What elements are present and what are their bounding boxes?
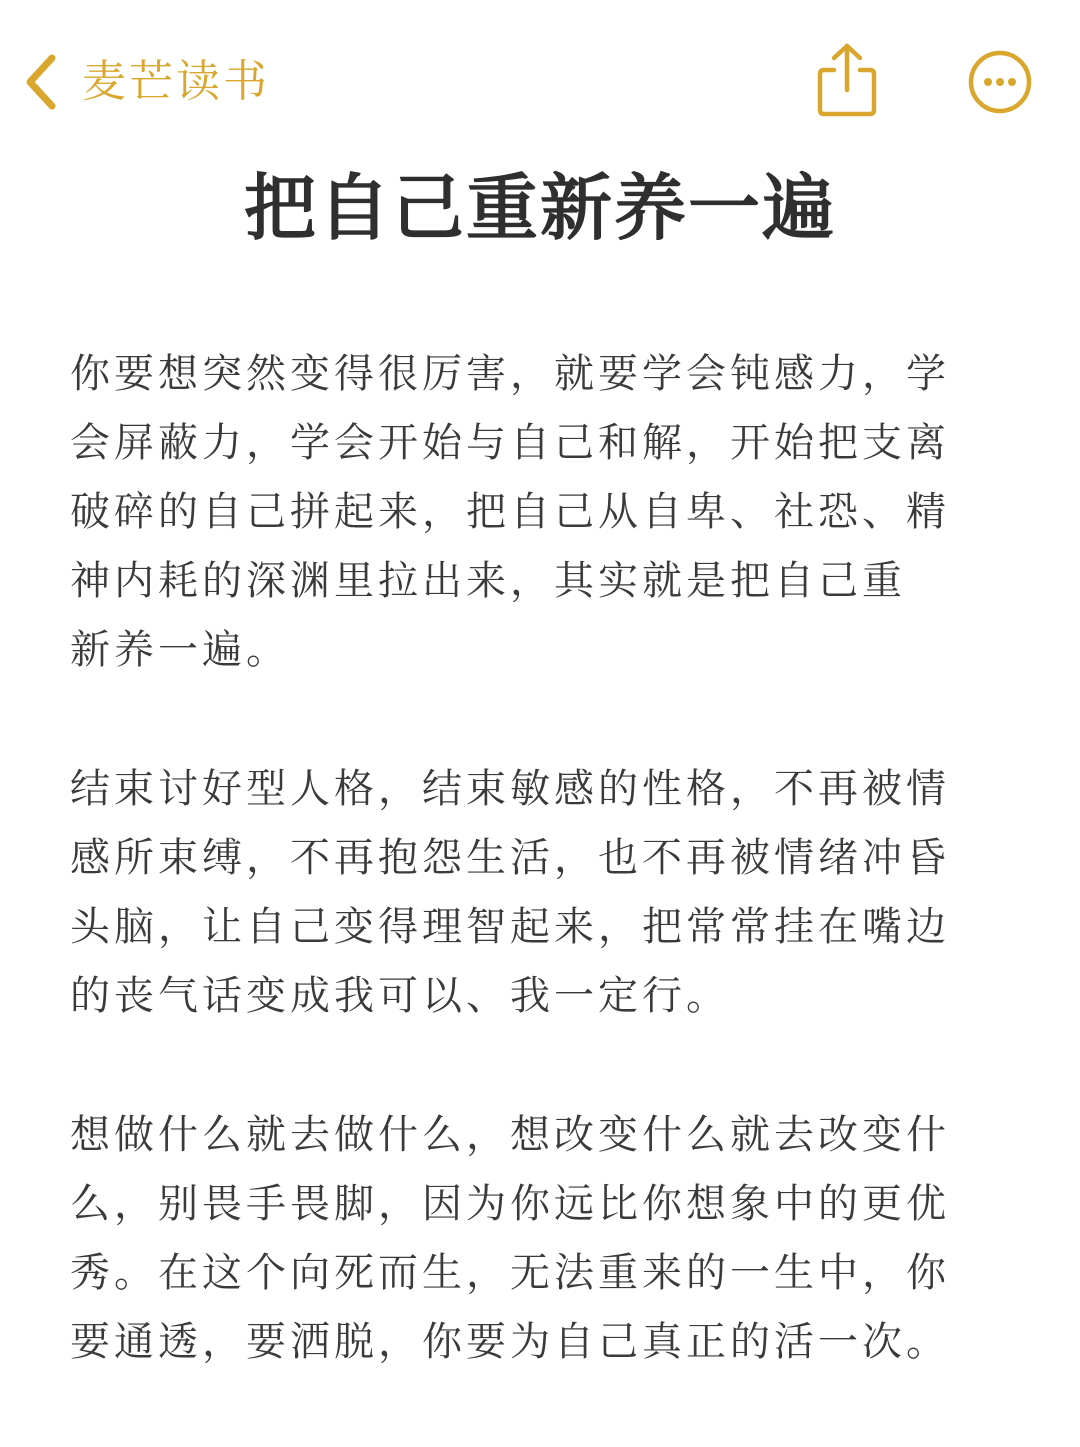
note-title: 把自己重新养一遍 (243, 166, 836, 250)
share-icon (812, 105, 882, 124)
navigation-bar (0, 0, 1080, 150)
more-icon (966, 101, 1034, 120)
paragraph: 结束讨好型人格，结束敏感的性格，不再被情 感所束缚，不再抱怨生活，也不再被情绪冲昏 头脑，让自己变得理智起来，把常常挂在嘴边 的丧气话变成我可以、我一定行。 (70, 766, 950, 1019)
paragraph: 想做什么就去做什么，想改变什么就去改变什 么，别畏手畏脚，因为你远比你想象中的更优 秀。在这个向死而生，无法重来的一生中，你 要通透，要洒脱，你要为自己真正的活一次。 (70, 1112, 950, 1365)
more-button[interactable] (966, 48, 1034, 116)
note-body (70, 340, 982, 1447)
back-label: 麦芒读书 (82, 56, 270, 107)
paragraph: 你要想突然变得很厉害，就要学会钝感力，学 会屏蔽力，学会开始与自己和解，开始把支离 破碎的自己拼起来，把自己从自卑、社恐、精 神内耗的深渊里拉出来，其实就是把自己重 新养一遍。 (70, 351, 950, 673)
back-button[interactable] (20, 46, 270, 118)
chevron-left-icon (20, 52, 60, 112)
share-button[interactable] (812, 40, 882, 120)
